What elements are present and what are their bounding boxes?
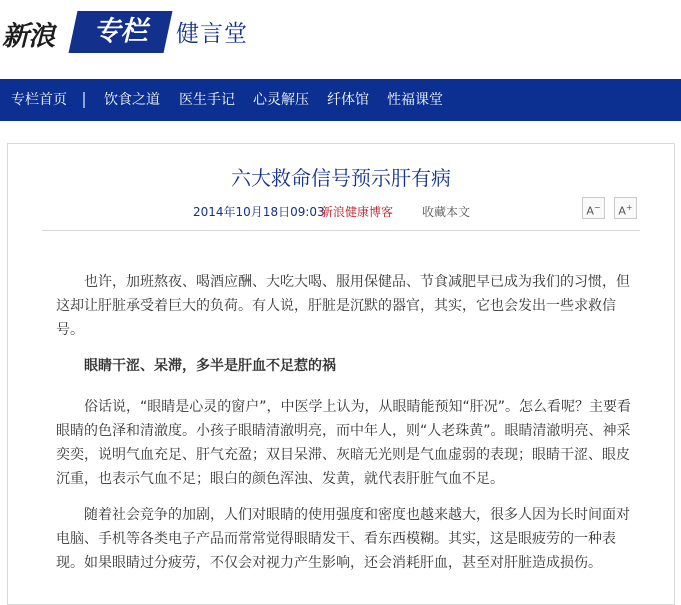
article-paragraph: 随着社会竞争的加剧，人们对眼睛的使用强度和密度也越来越大，很多人因为长时间面对电脑、手机等各类电子产品而常常觉得眼睛发干、看东西模糊。其实，这是眼疲劳的一种表现。如果眼睛过分疲劳，不仅会对视力产生影响，还会消耗肝血，甚至对肝脏造成损伤。	[56, 507, 630, 571]
site-header	[0, 0, 681, 78]
article-title: 六大救命信号预示肝有病	[231, 166, 451, 190]
article-source-link[interactable]: 新浪健康博客	[321, 205, 394, 219]
article-paragraph: 俗话说，“眼睛是心灵的窗户”，中医学上认为，从眼睛能预知“肝况”。怎么看呢？主要看眼睛的色泽和清澈度。小孩子眼睛清澈明亮，而中年人，则“人老珠黄”。眼睛清澈明亮、神采奕奕，说明气血充足、肝气充盈；双目呆滞、灰暗无光则是气血虚弱的表现；眼睛干涩、眼皮沉重，也表示气血不足；眼白的颜色浑浊、发黄，就代表肝脏气血不足。	[56, 399, 632, 487]
font-decrease-label: A	[586, 204, 594, 218]
nav-separator	[83, 92, 85, 108]
nav-item-home[interactable]: 专栏首页	[11, 92, 67, 108]
article-subheading: 眼睛干涩、呆滞，多半是肝血不足惹的祸	[84, 358, 336, 374]
zhuanlan-logo-text: 专栏	[93, 16, 148, 47]
plus-icon: +	[625, 203, 633, 212]
font-increase-label: A	[618, 204, 626, 218]
zhuanlan-logo[interactable]	[69, 11, 173, 53]
nav-item-doctor-notes[interactable]: 医生手记	[179, 92, 235, 108]
font-decrease-button[interactable]	[582, 197, 605, 219]
article-paragraph: 也许，加班熬夜、喝酒应酬、大吃大喝、服用保健品、节食减肥早已成为我们的习惯，但这却让肝脏承受着巨大的负荷。有人说，肝脏是沉默的器官，其实，它也会发出一些求救信号。	[56, 274, 630, 338]
article-container	[7, 143, 675, 605]
main-nav	[0, 79, 681, 121]
title-divider	[42, 230, 640, 231]
nav-item-sex-class[interactable]: 性福课堂	[387, 92, 443, 108]
column-name[interactable]: 健言堂	[176, 21, 248, 47]
minus-icon: −	[593, 203, 601, 212]
sina-logo[interactable]: 新浪	[2, 21, 54, 52]
nav-item-mind[interactable]: 心灵解压	[253, 92, 309, 108]
nav-item-diet[interactable]: 饮食之道	[104, 92, 160, 108]
article-date: 2014年10月18日09:03	[193, 205, 325, 219]
nav-item-slim[interactable]: 纤体馆	[327, 92, 369, 108]
font-increase-button[interactable]	[614, 197, 637, 219]
favorite-article-link[interactable]: 收藏本文	[422, 205, 471, 219]
